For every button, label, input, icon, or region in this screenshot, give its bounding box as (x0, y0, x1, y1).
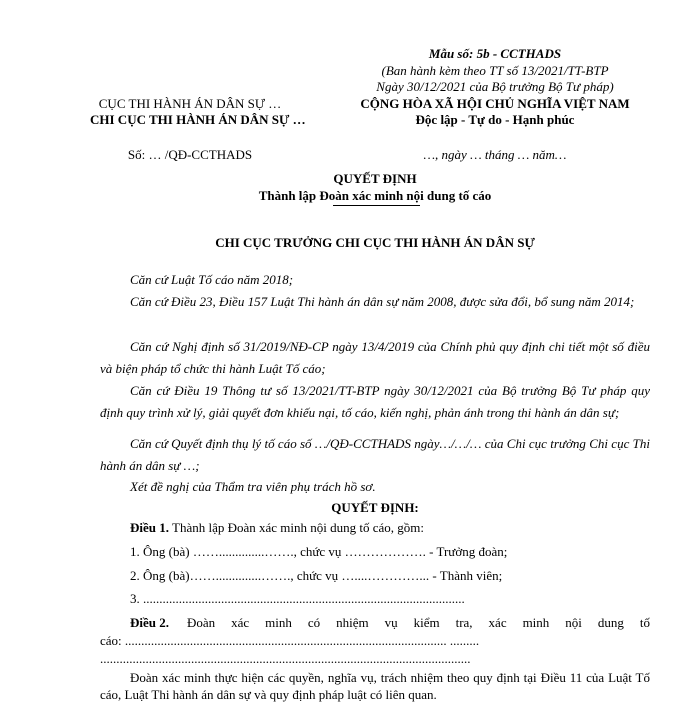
country-name: CỘNG HÒA XÃ HỘI CHỦ NGHĨA VIỆT NAM (360, 96, 630, 111)
decision-heading: QUYẾT ĐỊNH: (331, 500, 419, 515)
form-issued-line2: Ngày 30/12/2021 của Bộ trưởng Bộ Tư pháp) (376, 79, 614, 94)
national-motto: Độc lập - Tự do - Hạnh phúc (415, 112, 575, 127)
member-2: 2. Ông (bà)……..............……., chức vụ …....…………... - Thành viên; (130, 568, 503, 583)
legal-basis-4: Căn cứ Điều 19 Thông tư số 13/2021/TT-BTP ngày 30/12/2021 của Bộ trưởng Bộ Tư pháp quy định quy trình xử lý, giải quyết đơn khiếu nại, tố cáo, kiến nghị, phản ánh trong thi hành án dân sự; (100, 383, 650, 420)
member-3: 3. ................................................................................................... (130, 591, 465, 606)
article-2-label: Điều 2. (130, 615, 169, 630)
article-1-label: Điều 1. (130, 520, 169, 535)
agency-name: CHI CỤC THI HÀNH ÁN DÂN SỰ … (90, 112, 306, 127)
legal-basis-6: Xét đề nghị của Thẩm tra viên phụ trách hồ sơ. (130, 479, 376, 494)
article-2-line-3: .................................................................................................................. (100, 651, 471, 666)
legal-basis-2: Căn cứ Điều 23, Điều 157 Luật Thi hành án dân sự năm 2008, được sửa đổi, bổ sung năm 2014; (130, 294, 635, 309)
form-issued-line1: (Ban hành kèm theo TT số 13/2021/TT-BTP (381, 63, 609, 78)
document-subtitle: Thành lập Đoàn xác minh nội dung tố cáo (258, 188, 492, 203)
article-1-text: Thành lập Đoàn xác minh nội dung tố cáo, gồm: (169, 520, 425, 535)
article-1 (130, 519, 424, 537)
document-date: …, ngày … tháng … năm… (423, 147, 567, 162)
legal-basis-3: Căn cứ Nghị định số 31/2019/NĐ-CP ngày 13/4/2019 của Chính phủ quy định chi tiết một số điều và biện pháp tổ chức thi hành Luật Tố cáo; (100, 339, 650, 376)
legal-basis-1: Căn cứ Luật Tố cáo năm 2018; (130, 272, 294, 287)
article-2-line-1 (130, 615, 650, 630)
article-2-line-2: cáo: ................................................................................................... ......... (100, 633, 480, 648)
legal-basis-5: Căn cứ Quyết định thụ lý tố cáo số …/QĐ-CCTHADS ngày…/…/… của Chi cục trưởng Chi cục Thi hành án dân sự …; (100, 436, 650, 473)
member-1: 1. Ông (bà) ……..............……., chức vụ ………………. - Trưởng đoàn; (130, 544, 508, 559)
issuing-authority: CHI CỤC TRƯỞNG CHI CỤC THI HÀNH ÁN DÂN SỰ (215, 235, 535, 250)
agency-parent: CỤC THI HÀNH ÁN DÂN SỰ … (98, 96, 282, 111)
article-2-text: Đoàn xác minh có nhiệm vụ kiểm tra, xác minh nội dung tố (187, 615, 650, 630)
title-underline (333, 205, 420, 206)
article-2-duty: Đoàn xác minh thực hiện các quyền, nghĩa vụ, trách nhiệm theo quy định tại Điều 11 của Luật Tố cáo, Luật Thi hành án dân sự và quy định pháp luật có liên quan. (100, 670, 650, 702)
document-number: Số: … /QĐ-CCTHADS (127, 147, 253, 162)
document-title: QUYẾT ĐỊNH (333, 171, 417, 186)
form-number: Mẫu số: 5b - CCTHADS (428, 46, 562, 61)
